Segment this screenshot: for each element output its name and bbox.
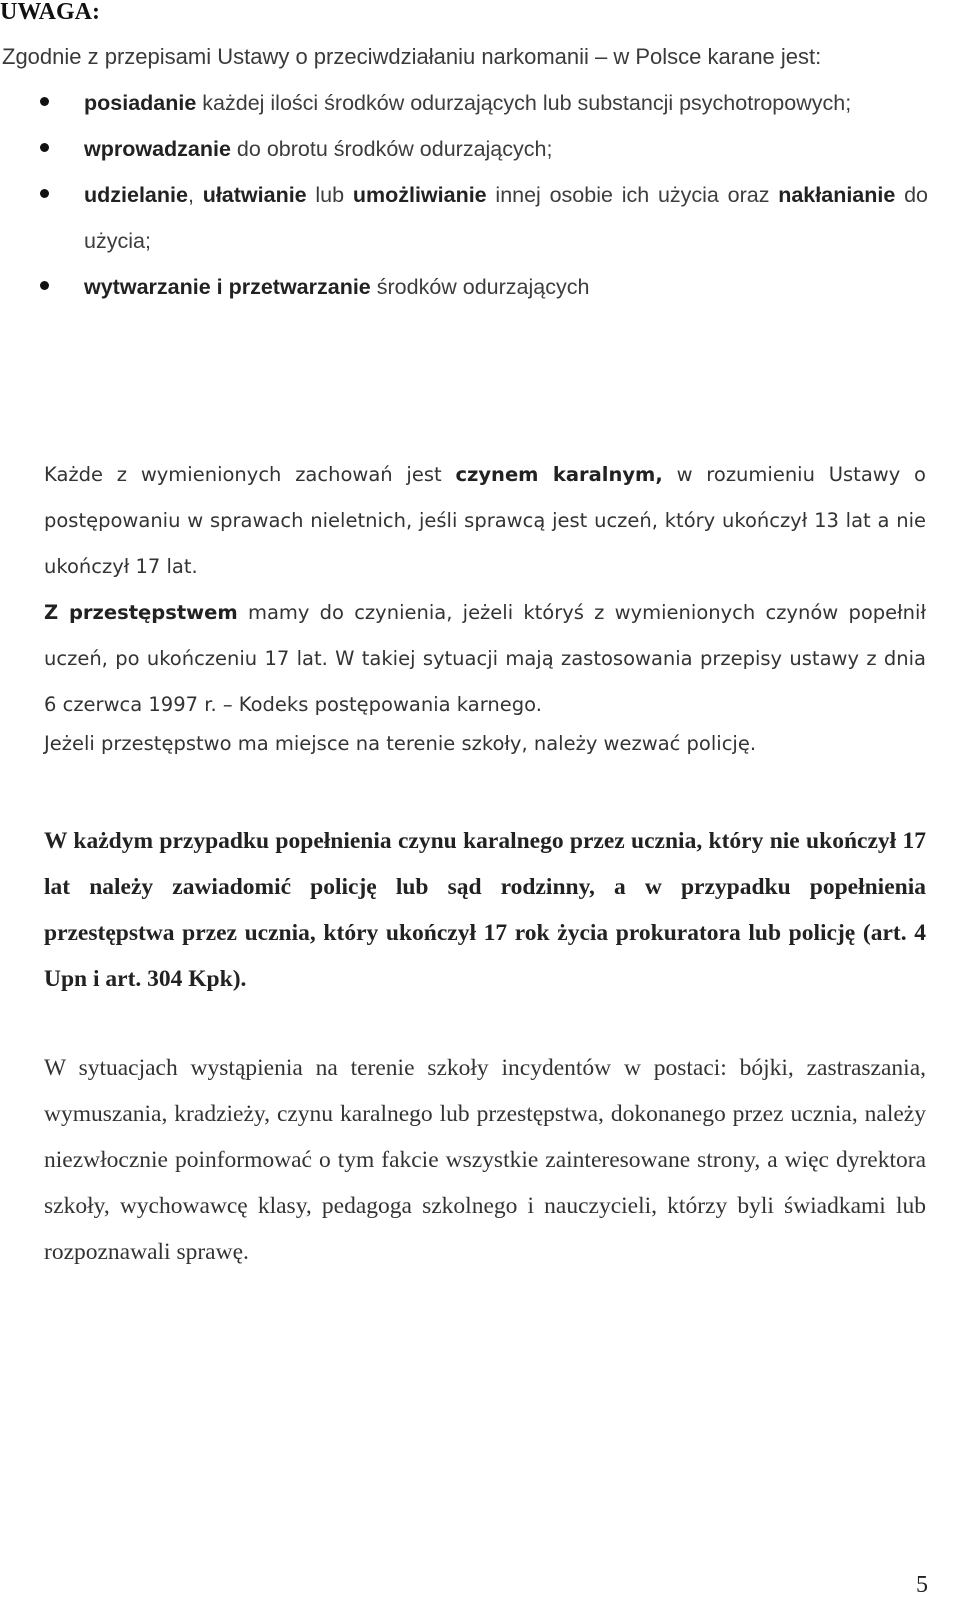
bullet-icon [40, 97, 49, 106]
notification-paragraph: W każdym przypadku popełnienia czynu karalnego przez ucznia, który nie ukończył 17 lat należy zawiadomić policję lub sąd rodzinny, a w przypadku popełnienia przestępstwa przez ucznia, który ukończył 17 rok życia prokuratora lub policję (art. 4 Upn i art. 304 Kpk). [44, 828, 926, 992]
list-item [0, 264, 928, 310]
bullet-icon [40, 189, 49, 198]
intro-paragraph: Zgodnie z przepisami Ustawy o przeciwdziałaniu narkomanii – w Polsce karane jest: [2, 44, 822, 69]
list-item [0, 126, 928, 172]
offense-list [0, 80, 928, 310]
list-item-text: do użycia; [84, 183, 928, 253]
list-item-keyword: wprowadzanie [84, 137, 231, 161]
page-heading: UWAGA: [0, 0, 100, 25]
list-item-keyword: umożliwianie [352, 183, 487, 207]
incident-paragraph: W sytuacjach wystąpienia na terenie szkoły incydentów w postaci: bójki, zastraszania, wymuszania, kradzieży, czynu karalnego lub przestępstwa, dokonanego przez ucznia, należy niezwłocznie poinformować o tym fakcie wszystkie zainteresowane strony, a więc dyrektora szkoły, wychowawcę klasy, pedagoga szkolnego i nauczycieli, którzy byli świadkami lub rozpoznawali sprawę. [44, 1055, 926, 1265]
bullet-icon [40, 143, 49, 152]
list-item-keyword: ułatwianie [202, 183, 307, 207]
list-item-keyword: udzielanie [84, 183, 188, 207]
list-item-keyword: wytwarzanie i przetwarzanie [84, 275, 371, 299]
list-item [0, 80, 928, 126]
paragraph-text: w rozumieniu Ustawy o postępowaniu w sprawach nieletnich, jeśli sprawcą jest uczeń, który ukończył 13 lat a nie ukończył 17 lat. [44, 463, 926, 578]
list-item-keyword: posiadanie [84, 91, 197, 115]
bullet-icon [40, 281, 49, 290]
page-number: 5 [916, 1572, 928, 1598]
list-item-text: do obrotu środków odurzających; [230, 137, 553, 161]
paragraph-text: Każde z wymienionych zachowań jest [44, 463, 456, 486]
paragraph-emphasis: Z przestępstwem [44, 601, 238, 624]
list-item-text: każdej ilości środków odurzających lub substancji psychotropowych; [196, 91, 852, 115]
crime-paragraph [44, 590, 926, 728]
paragraph-text: mamy do czynienia, jeżeli któryś z wymienionych czynów popełnił uczeń, po ukończeniu 17 lat. W takiej sytuacji mają zastosowania przepisy ustawy z dnia 6 czerwca 1997 r. – Kodeks postępowania karnego. [44, 601, 926, 716]
list-item [0, 172, 928, 264]
paragraph-emphasis: czynem karalnym, [455, 463, 663, 486]
list-item-text: , [187, 183, 203, 207]
police-paragraph: Jeżeli przestępstwo ma miejsce na terenie szkoły, należy wezwać policję. [44, 732, 757, 755]
punishable-act-paragraph [44, 452, 926, 590]
list-item-text: lub [306, 183, 353, 207]
list-item-keyword: nakłanianie [778, 183, 896, 207]
list-item-text: środków odurzających [370, 275, 590, 299]
list-item-text: innej osobie ich użycia oraz [486, 183, 779, 207]
